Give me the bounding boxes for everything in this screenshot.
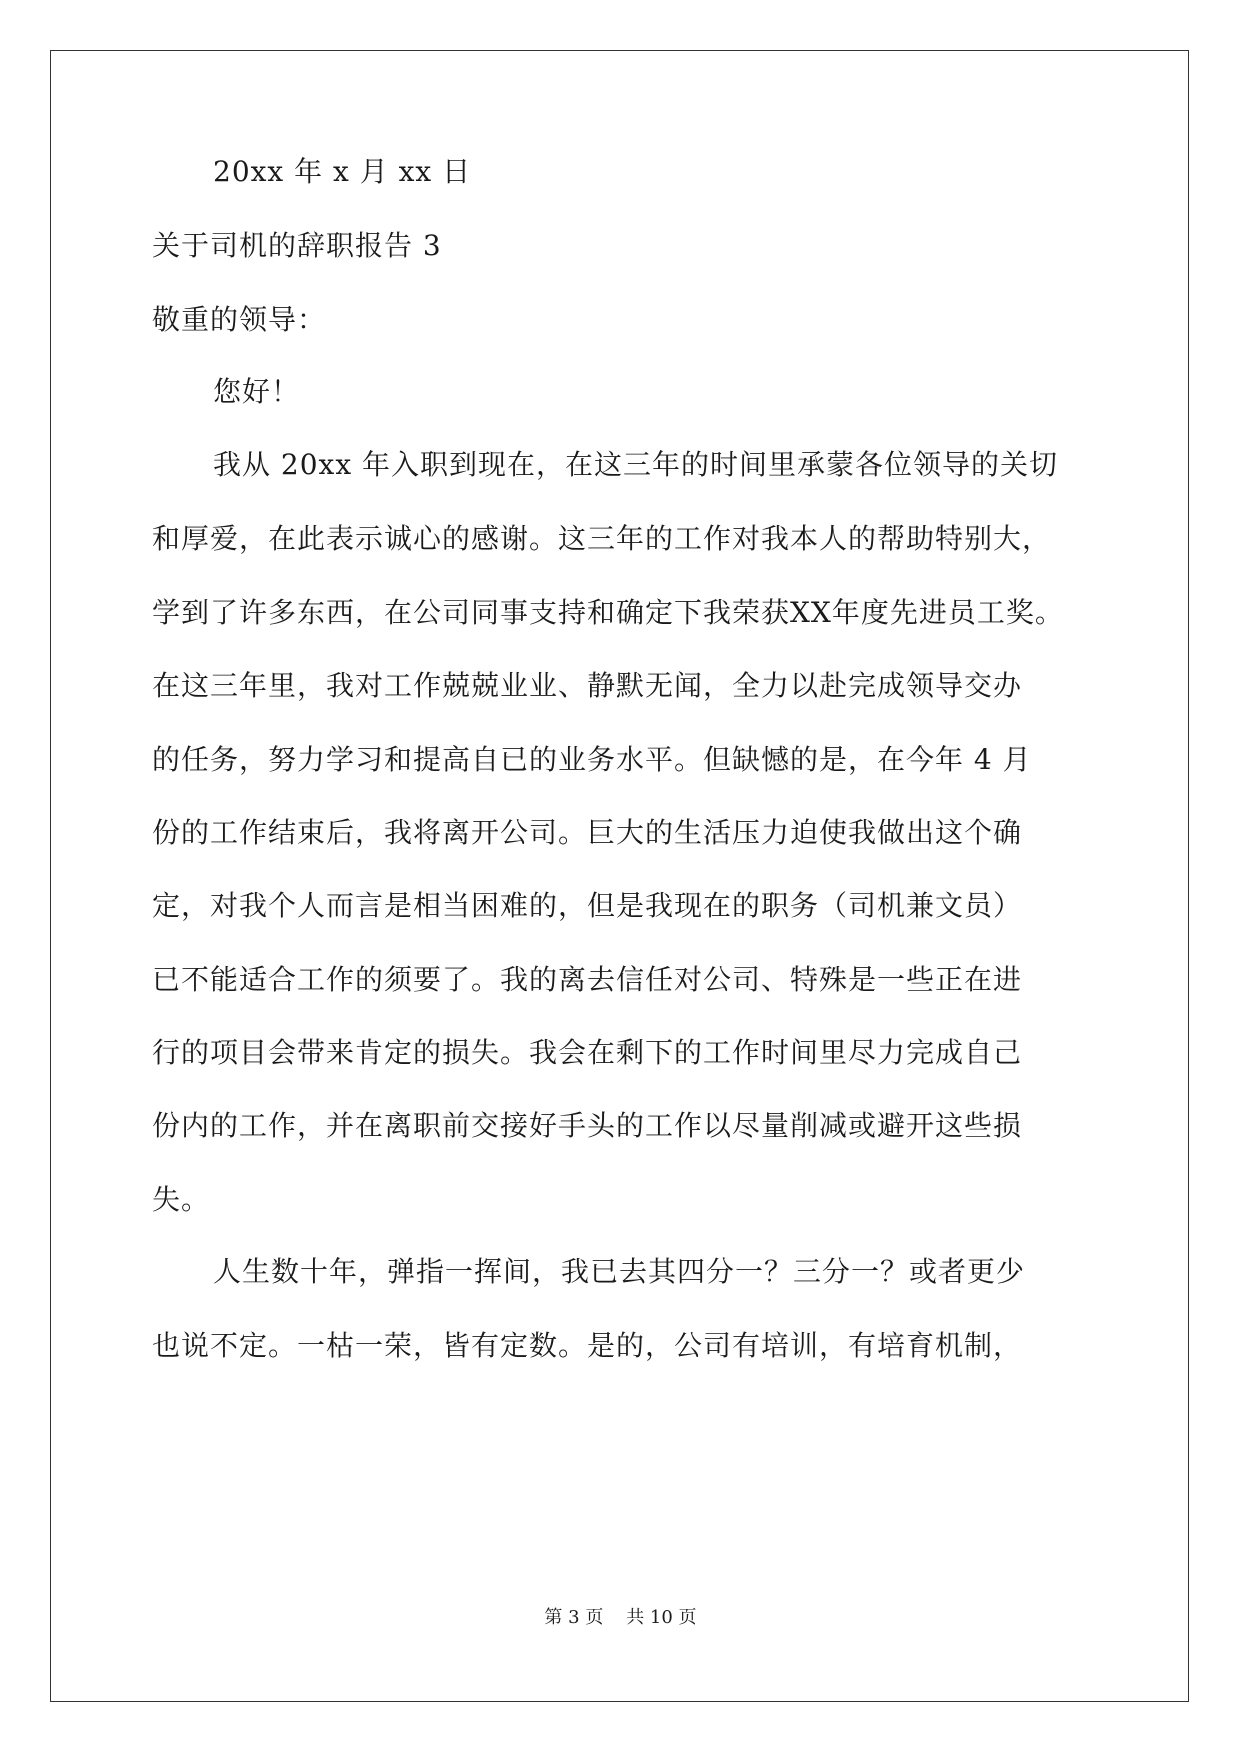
body-line: 行的项目会带来肯定的损失。我会在剩下的工作时间里尽力完成自己: [152, 1036, 1023, 1069]
body-line: 和厚爱，在此表示诚心的感谢。这三年的工作对我本人的帮助特别大，: [152, 522, 1052, 555]
body-line: 人生数十年，弹指一挥间，我已去其四分一？三分一？或者更少: [213, 1255, 1026, 1288]
greeting: 您好！: [213, 375, 301, 408]
body-line: 学到了许多东西，在公司同事支持和确定下我荣获XX年度先进员工奖。: [152, 596, 1064, 629]
body-line: 定，对我个人而言是相当困难的，但是我现在的职务（司机兼文员）: [152, 889, 1023, 922]
date-line: 20xx 年 x 月 xx 日: [213, 155, 472, 188]
page-number-footer: 第 3 页 共 10 页: [544, 1607, 697, 1628]
body-line: 已不能适合工作的须要了。我的离去信任对公司、特殊是一些正在进: [152, 963, 1023, 996]
salutation: 敬重的领导：: [152, 303, 327, 336]
body-line: 的任务，努力学习和提高自已的业务水平。但缺憾的是，在今年 4 月: [152, 743, 1032, 776]
body-line: 失。: [152, 1183, 211, 1216]
body-line: 份的工作结束后，我将离开公司。巨大的生活压力迫使我做出这个确: [152, 816, 1023, 849]
body-line: 在这三年里，我对工作兢兢业业、静默无闻，全力以赴完成领导交办: [152, 669, 1023, 702]
body-line: 也说不定。一枯一荣，皆有定数。是的，公司有培训，有培育机制，: [152, 1329, 1023, 1362]
body-line: 我从 20xx 年入职到现在，在这三年的时间里承蒙各位领导的关切: [213, 448, 1059, 481]
body-line: 份内的工作，并在离职前交接好手头的工作以尽量削减或避开这些损: [152, 1109, 1023, 1142]
page-border: [50, 50, 1189, 1702]
document-title: 关于司机的辞职报告 3: [152, 229, 442, 262]
